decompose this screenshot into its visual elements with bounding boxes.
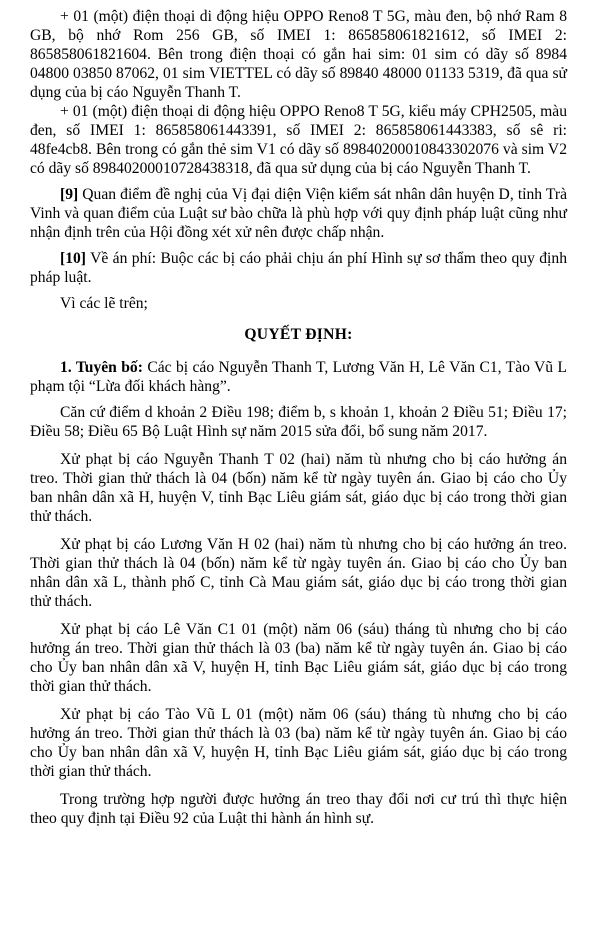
paragraph-sentence-l: Xử phạt bị cáo Tào Vũ L 01 (một) năm 06 (sáu) tháng tù nhưng cho bị cáo hưởng án treo. Thời gian thử thách là 03 (ba) năm kể từ ngày tuyên án. Giao bị cáo cho Ủy ban nhân dân xã V, huyện H, tỉnh Bạc Liêu giám sát, giáo dục bị cáo trong thời gian thử thách. — [30, 706, 567, 780]
paragraph-legal-basis: Căn cứ điểm d khoản 2 Điều 198; điểm b, s khoản 1, khoản 2 Điều 51; Điều 17; Điều 58; Điều 65 Bộ Luật Hình sự năm 2015 sửa đổi, bổ sung năm 2017. — [30, 404, 567, 440]
paragraph-conclusion-intro: Vì các lẽ trên; — [60, 295, 148, 312]
paragraph-phone-1: + 01 (một) điện thoại di động hiệu OPPO Reno8 T 5G, màu đen, bộ nhớ Ram 8 GB, bộ nhớ Rom 256 GB, số IMEI 1: 865858061821612, số IMEI 2: 865858061821604. Bên trong điện thoại có gắn hai sim: 01 sim có dãy số 8984 04800 03850 87062, 01 sim VIETTEL có dãy số 89840 48000 01133 5319, đã qua sử dụng của bị cáo Nguyễn Thanh T. — [30, 8, 567, 101]
paragraph-10 — [30, 249, 567, 287]
paragraph-9 — [30, 185, 567, 242]
paragraph-sentence-c1: Xử phạt bị cáo Lê Văn C1 01 (một) năm 06 (sáu) tháng tù nhưng cho bị cáo hưởng án treo. Thời gian thử thách là 03 (ba) năm kể từ ngày tuyên án. Giao bị cáo cho Ủy ban nhân dân xã V, huyện H, tỉnh Bạc Liêu giám sát, giáo dục bị cáo trong thời gian thử thách. — [30, 621, 567, 695]
declaration-label: 1. Tuyên bố: — [60, 359, 143, 376]
paragraph-9-text: Quan điểm đề nghị của Vị đại diện Viện kiểm sát nhân dân huyện D, tỉnh Trà Vinh và quan điểm của Luật sư bào chữa là phù hợp với quy định pháp luật cũng như nhận định trên của Hội đồng xét xử nên được chấp nhận. — [30, 186, 567, 241]
declaration-text: Các bị cáo Nguyễn Thanh T, Lương Văn H, Lê Văn C1, Tào Vũ L phạm tội “Lừa đối khách hàng”. — [30, 359, 568, 395]
paragraph-residence-change: Trong trường hợp người được hưởng án treo thay đổi nơi cư trú thì thực hiện theo quy định tại Điều 92 của Luật thi hành án hình sự. — [30, 791, 567, 827]
paragraph-sentence-t: Xử phạt bị cáo Nguyễn Thanh T 02 (hai) năm tù nhưng cho bị cáo hưởng án treo. Thời gian thử thách là 04 (bốn) năm kể từ ngày tuyên án. Giao bị cáo cho Ủy ban nhân dân xã H, huyện V, tỉnh Bạc Liêu giám sát, giáo dục bị cáo trong thời gian thử thách. — [30, 451, 567, 525]
paragraph-declaration — [30, 358, 567, 396]
paragraph-sentence-h: Xử phạt bị cáo Lương Văn H 02 (hai) năm tù nhưng cho bị cáo hưởng án treo. Thời gian thử thách là 04 (bốn) năm kể từ ngày tuyên án. Giao bị cáo cho Ủy ban nhân dân xã L, thành phố C, tỉnh Cà Mau giám sát, giáo dục bị cáo trong thời gian thử thách. — [30, 536, 567, 610]
decision-heading: QUYẾT ĐỊNH: — [244, 326, 353, 343]
paragraph-10-label: [10] — [60, 250, 86, 267]
paragraph-9-label: [9] — [60, 186, 79, 203]
paragraph-10-text: Về án phí: Buộc các bị cáo phải chịu án phí Hình sự sơ thẩm theo quy định pháp luật. — [30, 250, 567, 286]
paragraph-phone-2: + 01 (một) điện thoại di động hiệu OPPO Reno8 T 5G, kiểu máy CPH2505, màu đen, số IMEI 1: 865858061443391, số IMEI 2: 865858061443383, số sê ri: 48fe4cb8. Bên trong có gắn thẻ sim V1 có dãy số 89840200010843302076 và sim V2 có dãy số 89840200010728438318, đã qua sử dụng của bị cáo Nguyễn Thanh T. — [30, 103, 567, 177]
